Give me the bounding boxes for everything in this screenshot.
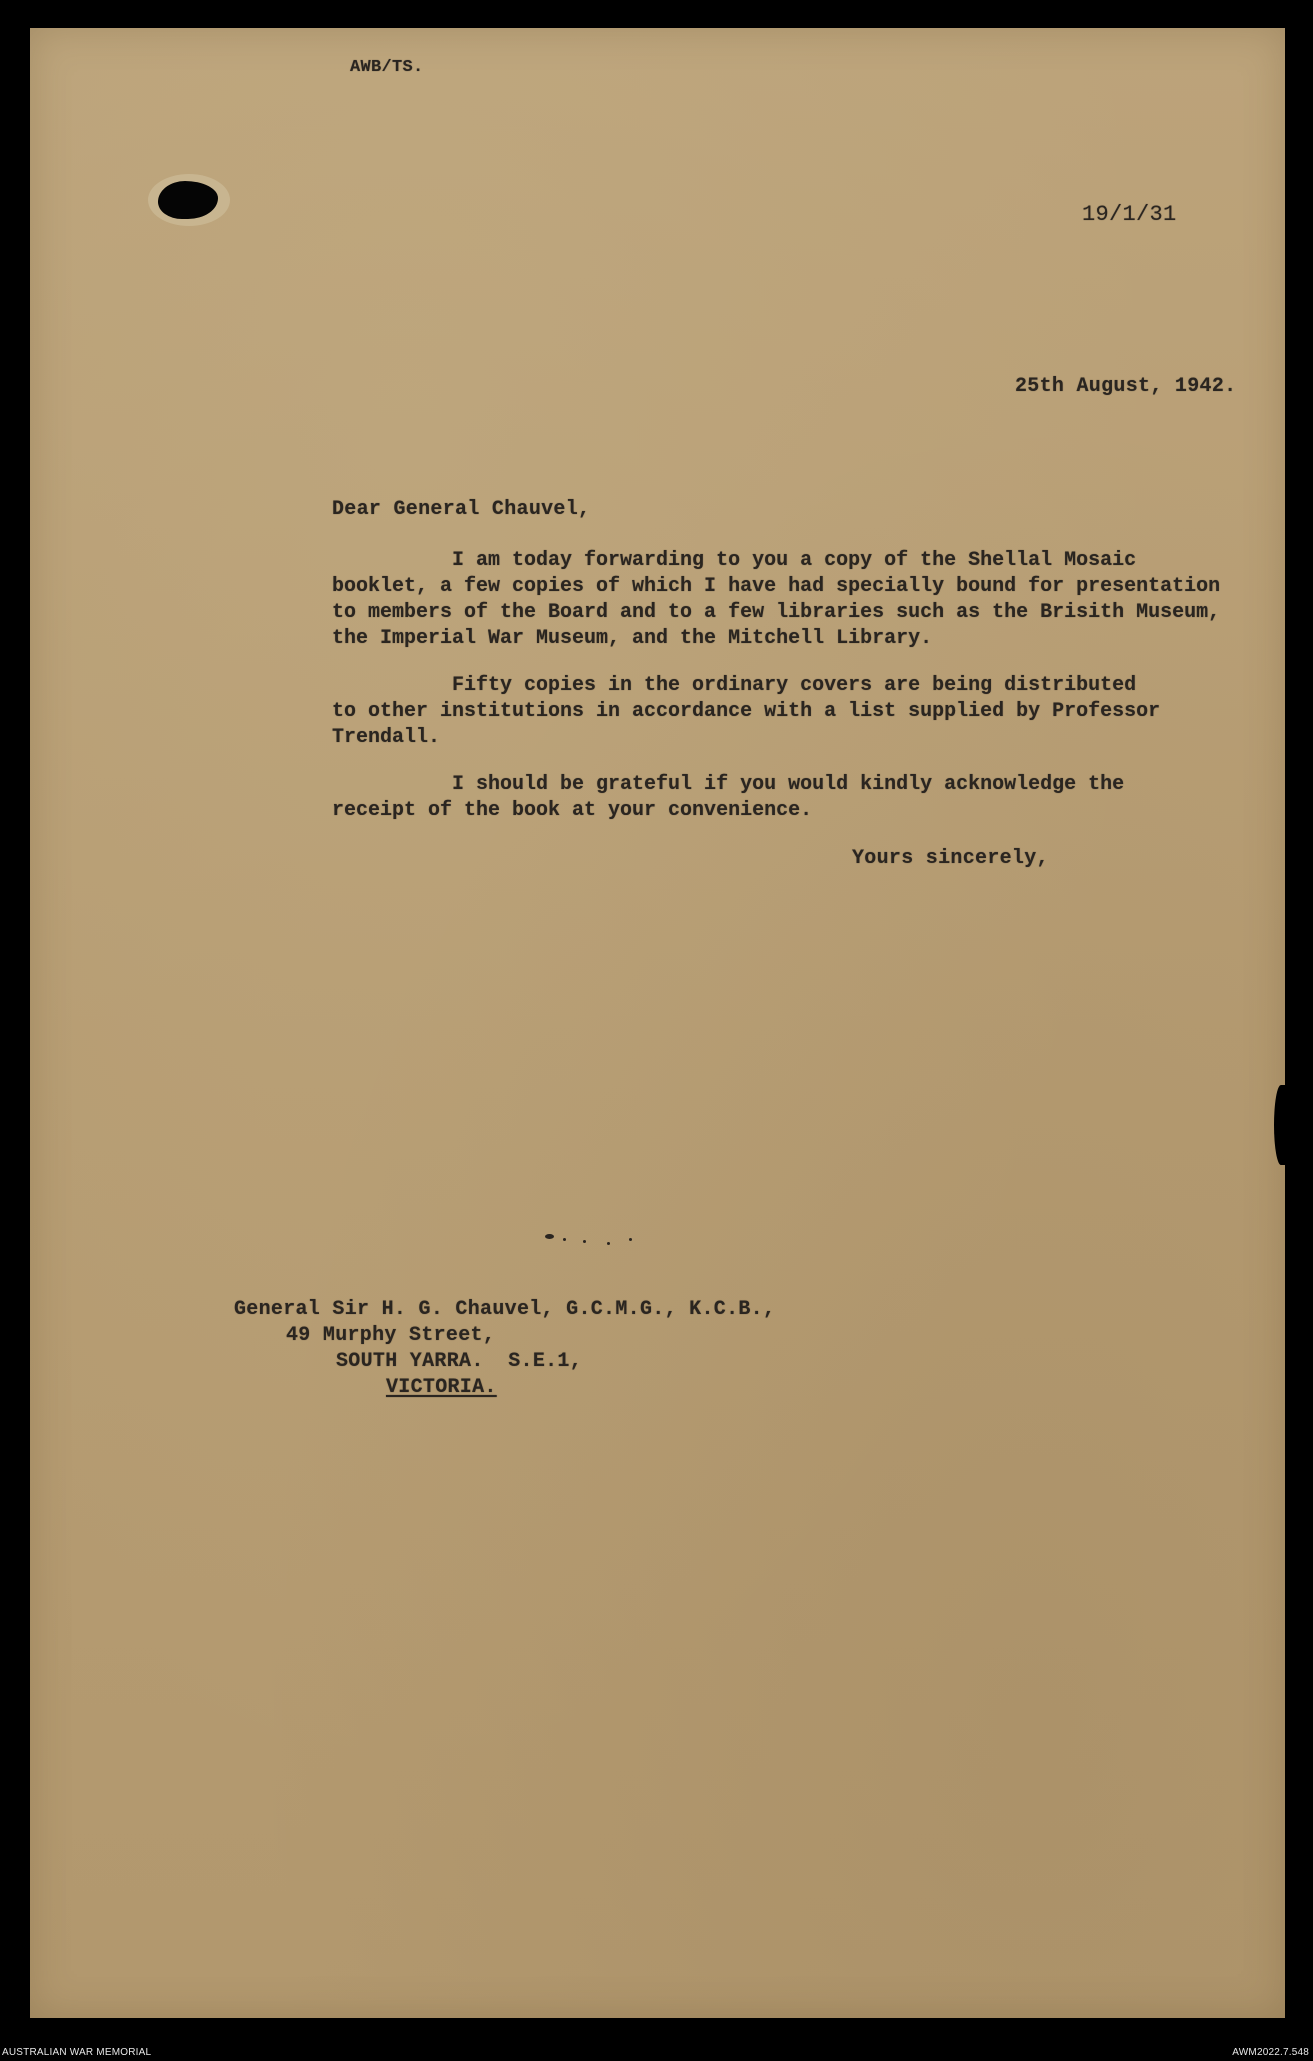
file-number: 19/1/31 [1082,202,1177,227]
ink-speck [545,1234,554,1239]
footer-institution: AUSTRALIAN WAR MEMORIAL [2,2047,152,2058]
paragraph-line: I should be grateful if you would kindly acknowledge the [332,773,1125,796]
paragraph-line: to members of the Board and to a few libraries such as the Brisith Museum, [332,601,1221,624]
closing-signoff: Yours sincerely, [852,847,1049,870]
paragraph-line: Trendall. [332,726,441,749]
paragraph-2 [332,673,1292,751]
footer-accession: AWM2022.7.548 [1232,2047,1309,2058]
paragraph-line: Fifty copies in the ordinary covers are being distributed [332,674,1137,697]
address-name: General Sir H. G. Chauvel, G.C.M.G., K.C.B., [234,1298,776,1321]
ink-speck [563,1238,566,1241]
address-suburb: SOUTH YARRA. S.E.1, [336,1350,583,1373]
letter-date: 25th August, 1942. [1015,375,1237,398]
ink-speck [583,1240,586,1243]
paragraph-line: to other institutions in accordance with a list supplied by Professor [332,700,1161,723]
paragraph-3 [332,772,1292,824]
address-street: 49 Murphy Street, [286,1324,496,1347]
paragraph-line: booklet, a few copies of which I have had specially bound for presentation [332,575,1221,598]
paragraph-line: the Imperial War Museum, and the Mitchell Library. [332,627,933,650]
reference-initials: AWB/TS. [350,58,424,77]
paragraph-1 [332,548,1292,652]
paragraph-line: receipt of the book at your convenience. [332,799,813,822]
paragraph-line: I am today forwarding to you a copy of the Shellal Mosaic [332,549,1137,572]
ink-speck [607,1242,610,1245]
address-state: VICTORIA. [386,1376,497,1399]
edge-tear [1274,1085,1288,1165]
salutation: Dear General Chauvel, [332,498,591,521]
ink-speck [629,1238,632,1241]
letter-sheet [30,28,1285,2018]
ink-specks [545,1230,645,1250]
